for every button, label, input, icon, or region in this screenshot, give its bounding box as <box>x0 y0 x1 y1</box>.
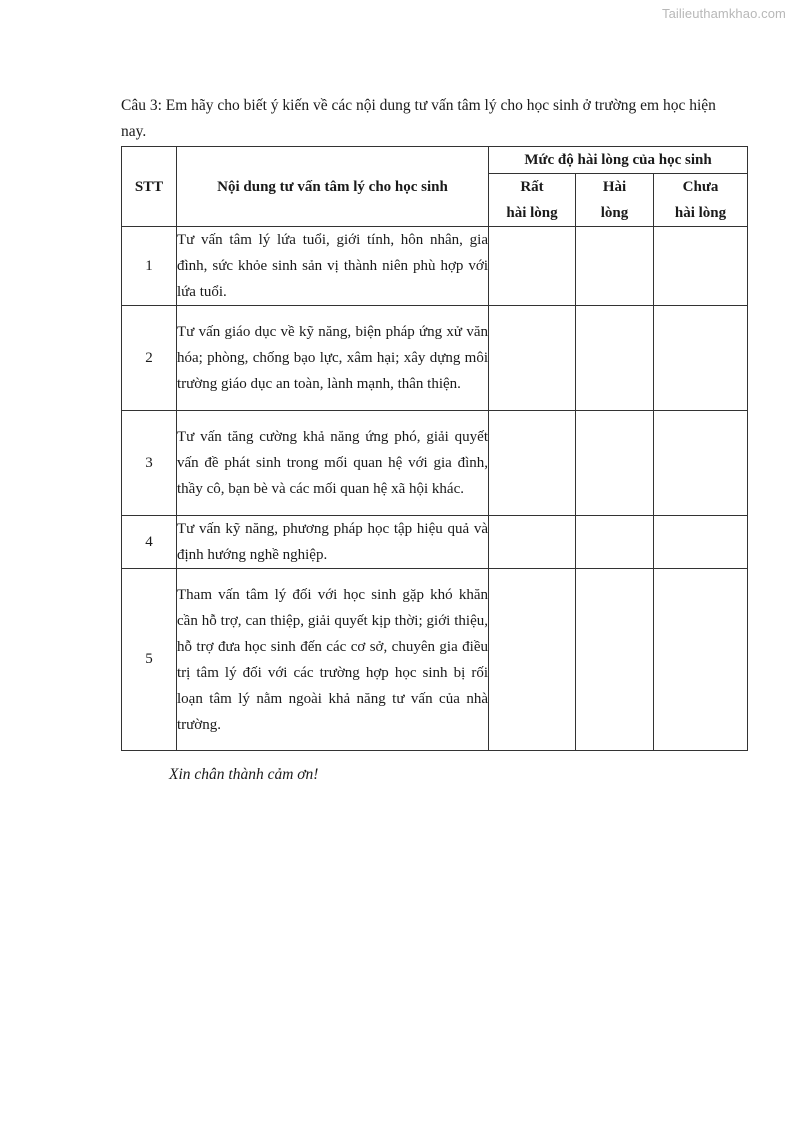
table-row <box>122 227 748 306</box>
rating-cell-very-satisfied[interactable] <box>489 569 576 751</box>
rating-cell-very-satisfied[interactable] <box>489 306 576 411</box>
header-content: Nội dung tư vấn tâm lý cho học sinh <box>177 147 489 227</box>
rating-cell-satisfied[interactable] <box>576 569 654 751</box>
row-stt: 1 <box>122 227 177 306</box>
table-row <box>122 569 748 751</box>
rating-cell-satisfied[interactable] <box>576 227 654 306</box>
row-stt: 5 <box>122 569 177 751</box>
header-stt: STT <box>122 147 177 227</box>
rating-cell-satisfied[interactable] <box>576 516 654 569</box>
header-level-very-satisfied: Rất hài lòng <box>489 174 576 227</box>
survey-table <box>121 146 748 751</box>
row-content: Tư vấn kỹ năng, phương pháp học tập hiệu quả và định hướng nghề nghiệp. <box>177 516 489 569</box>
rating-cell-not-satisfied[interactable] <box>654 411 748 516</box>
header-level-satisfied: Hài lòng <box>576 174 654 227</box>
rating-cell-satisfied[interactable] <box>576 306 654 411</box>
row-content: Tham vấn tâm lý đối với học sinh gặp khó khăn cần hỗ trợ, can thiệp, giải quyết kịp thời; giới thiệu, hỗ trợ đưa học sinh đến các cơ sở, chuyên gia điều trị tâm lý đối với các trường hợp học sinh bị rối loạn tâm lý nằm ngoài khả năng tư vấn của nhà trường. <box>177 569 489 751</box>
rating-cell-very-satisfied[interactable] <box>489 516 576 569</box>
row-content: Tư vấn tăng cường khả năng ứng phó, giải quyết vấn đề phát sinh trong mối quan hệ với gia đình, thầy cô, bạn bè và các mối quan hệ xã hội khác. <box>177 411 489 516</box>
rating-cell-not-satisfied[interactable] <box>654 516 748 569</box>
rating-cell-not-satisfied[interactable] <box>654 569 748 751</box>
rating-cell-very-satisfied[interactable] <box>489 227 576 306</box>
watermark-text: Tailieuthamkhao.com <box>661 6 786 21</box>
row-stt: 3 <box>122 411 177 516</box>
row-stt: 2 <box>122 306 177 411</box>
row-content: Tư vấn tâm lý lứa tuổi, giới tính, hôn nhân, gia đình, sức khỏe sinh sản vị thành niên phù hợp với lứa tuổi. <box>177 227 489 306</box>
table-row <box>122 516 748 569</box>
rating-cell-satisfied[interactable] <box>576 411 654 516</box>
rating-cell-very-satisfied[interactable] <box>489 411 576 516</box>
header-level-not-satisfied: Chưa hài lòng <box>654 174 748 227</box>
rating-cell-not-satisfied[interactable] <box>654 227 748 306</box>
question-text: Câu 3: Em hãy cho biết ý kiến về các nội dung tư vấn tâm lý cho học sinh ở trường em học hiện nay. <box>121 97 716 140</box>
table-row <box>122 411 748 516</box>
closing-text: Xin chân thành cảm ơn! <box>169 766 319 783</box>
header-satisfaction-group: Mức độ hài lòng của học sinh <box>489 147 748 174</box>
row-content: Tư vấn giáo dục về kỹ năng, biện pháp ứng xử văn hóa; phòng, chống bạo lực, xâm hại; xây dựng môi trường giáo dục an toàn, lành mạnh, thân thiện. <box>177 306 489 411</box>
table-row <box>122 306 748 411</box>
row-stt: 4 <box>122 516 177 569</box>
rating-cell-not-satisfied[interactable] <box>654 306 748 411</box>
